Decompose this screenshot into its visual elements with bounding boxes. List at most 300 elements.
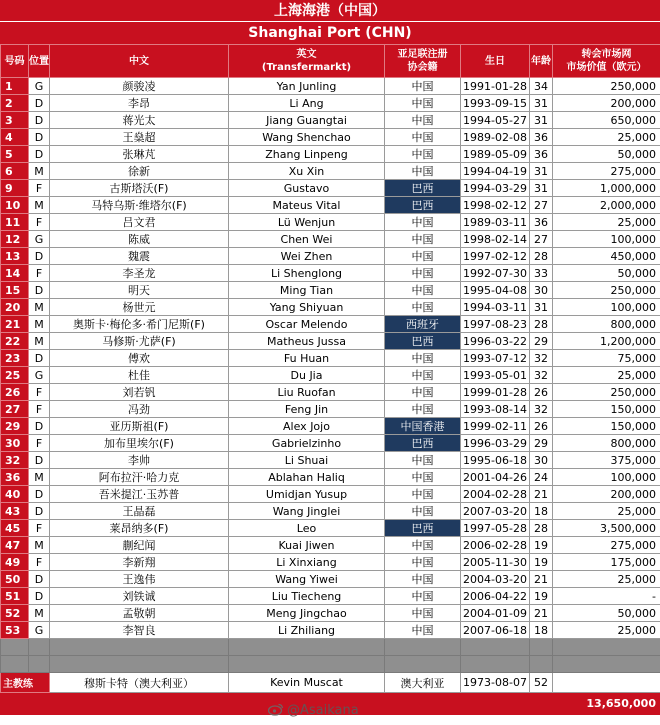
player-number: 21 [1, 316, 29, 333]
player-age: 29 [530, 333, 553, 350]
player-association: 中国 [385, 605, 461, 622]
player-row [1, 316, 660, 333]
player-market-value: 25,000 [553, 622, 660, 639]
player-number: 3 [1, 112, 29, 129]
header-age: 年龄 [530, 45, 553, 78]
player-row [1, 605, 660, 622]
player-number: 40 [1, 486, 29, 503]
player-market-value: 800,000 [553, 435, 660, 452]
player-age: 28 [530, 520, 553, 537]
player-birthday: 1992-07-30 [461, 265, 530, 282]
coach-label: 主教练 [1, 673, 50, 693]
player-chinese-name: 古斯塔沃(F) [50, 180, 229, 197]
player-association: 中国 [385, 95, 461, 112]
player-market-value: 800,000 [553, 316, 660, 333]
player-age: 26 [530, 418, 553, 435]
header-association-line2: 协会籍 [407, 62, 438, 73]
player-age: 19 [530, 537, 553, 554]
player-birthday: 1991-01-28 [461, 78, 530, 95]
player-position: M [29, 299, 50, 316]
player-age: 27 [530, 231, 553, 248]
player-association: 中国 [385, 231, 461, 248]
player-market-value: 150,000 [553, 401, 660, 418]
player-association: 西班牙 [385, 316, 461, 333]
player-birthday: 1998-02-14 [461, 231, 530, 248]
player-age: 18 [530, 503, 553, 520]
player-birthday: 1993-09-15 [461, 95, 530, 112]
player-birthday: 1999-01-28 [461, 384, 530, 401]
player-association: 中国 [385, 503, 461, 520]
player-market-value: 25,000 [553, 214, 660, 231]
player-english-name: Wang Jinglei [229, 503, 385, 520]
player-english-name: Liu Ruofan [229, 384, 385, 401]
player-row [1, 163, 660, 180]
title-english: Shanghai Port (CHN) [0, 22, 660, 44]
player-age: 26 [530, 384, 553, 401]
player-position: F [29, 384, 50, 401]
player-english-name: Wang Yiwei [229, 571, 385, 588]
player-chinese-name: 马特乌斯·维塔尔(F) [50, 197, 229, 214]
player-position: D [29, 503, 50, 520]
player-english-name: Meng Jingchao [229, 605, 385, 622]
player-association: 中国 [385, 78, 461, 95]
total-market-value: 13,650,000 [553, 693, 660, 715]
player-number: 50 [1, 571, 29, 588]
filler-row [1, 639, 660, 656]
player-chinese-name: 颜骏凌 [50, 78, 229, 95]
player-row [1, 520, 660, 537]
player-association: 巴西 [385, 180, 461, 197]
player-chinese-name: 明天 [50, 282, 229, 299]
player-number: 5 [1, 146, 29, 163]
player-association: 中国 [385, 299, 461, 316]
player-row [1, 214, 660, 231]
player-number: 4 [1, 129, 29, 146]
player-birthday: 1994-03-11 [461, 299, 530, 316]
player-position: D [29, 452, 50, 469]
player-age: 32 [530, 350, 553, 367]
header-birthday: 生日 [461, 45, 530, 78]
player-age: 30 [530, 282, 553, 299]
player-number: 20 [1, 299, 29, 316]
header-association-line1: 亚足联注册 [397, 49, 448, 60]
player-position: F [29, 520, 50, 537]
player-position: F [29, 265, 50, 282]
player-market-value: 50,000 [553, 605, 660, 622]
player-association: 中国 [385, 452, 461, 469]
player-market-value: 450,000 [553, 248, 660, 265]
player-association: 中国 [385, 146, 461, 163]
player-number: 6 [1, 163, 29, 180]
player-chinese-name: 吾米提江·玉苏普 [50, 486, 229, 503]
player-association: 中国 [385, 401, 461, 418]
player-market-value: 2,000,000 [553, 197, 660, 214]
player-row [1, 129, 660, 146]
player-position: M [29, 605, 50, 622]
player-position: D [29, 248, 50, 265]
player-row [1, 554, 660, 571]
player-number: 43 [1, 503, 29, 520]
player-age: 31 [530, 180, 553, 197]
player-row [1, 265, 660, 282]
player-row [1, 248, 660, 265]
player-birthday: 1995-04-08 [461, 282, 530, 299]
player-english-name: Gabrielzinho [229, 435, 385, 452]
player-age: 19 [530, 588, 553, 605]
player-number: 47 [1, 537, 29, 554]
header-value-line2: 市场价值（欧元） [566, 62, 647, 73]
player-birthday: 2005-11-30 [461, 554, 530, 571]
player-birthday: 1989-03-11 [461, 214, 530, 231]
player-association: 中国 [385, 214, 461, 231]
player-english-name: Matheus Jussa [229, 333, 385, 350]
player-market-value: 250,000 [553, 384, 660, 401]
player-row [1, 435, 660, 452]
player-english-name: Wang Shenchao [229, 129, 385, 146]
player-english-name: Feng Jin [229, 401, 385, 418]
coach-nationality: 澳大利亚 [385, 673, 461, 693]
player-english-name: Li Xinxiang [229, 554, 385, 571]
player-birthday: 1994-05-27 [461, 112, 530, 129]
player-number: 49 [1, 554, 29, 571]
player-age: 21 [530, 571, 553, 588]
player-position: G [29, 231, 50, 248]
player-number: 30 [1, 435, 29, 452]
player-row [1, 571, 660, 588]
player-birthday: 1993-08-14 [461, 401, 530, 418]
player-age: 36 [530, 146, 553, 163]
coach-chinese-name: 穆斯卡特（澳大利亚） [50, 673, 229, 693]
player-row [1, 418, 660, 435]
player-market-value: 375,000 [553, 452, 660, 469]
player-number: 22 [1, 333, 29, 350]
player-market-value: 100,000 [553, 299, 660, 316]
watermark [268, 700, 359, 722]
player-chinese-name: 刘铁诚 [50, 588, 229, 605]
player-association: 中国 [385, 112, 461, 129]
player-age: 30 [530, 452, 553, 469]
player-chinese-name: 张琳芃 [50, 146, 229, 163]
player-number: 9 [1, 180, 29, 197]
coach-value [553, 673, 660, 693]
player-market-value: 175,000 [553, 554, 660, 571]
player-position: F [29, 554, 50, 571]
player-position: M [29, 197, 50, 214]
player-english-name: Mateus Vital [229, 197, 385, 214]
player-number: 15 [1, 282, 29, 299]
player-chinese-name: 李新翔 [50, 554, 229, 571]
player-birthday: 1994-04-19 [461, 163, 530, 180]
player-number: 29 [1, 418, 29, 435]
player-position: D [29, 571, 50, 588]
player-birthday: 1998-02-12 [461, 197, 530, 214]
coach-age: 52 [530, 673, 553, 693]
player-row [1, 401, 660, 418]
player-english-name: Li Zhiliang [229, 622, 385, 639]
player-chinese-name: 马修斯·尤萨(F) [50, 333, 229, 350]
player-chinese-name: 李智良 [50, 622, 229, 639]
player-number: 11 [1, 214, 29, 231]
player-association: 巴西 [385, 333, 461, 350]
player-position: F [29, 401, 50, 418]
player-english-name: Gustavo [229, 180, 385, 197]
player-english-name: Lü Wenjun [229, 214, 385, 231]
player-position: D [29, 418, 50, 435]
player-chinese-name: 加布里埃尔(F) [50, 435, 229, 452]
header-market-value [553, 45, 660, 78]
player-association: 巴西 [385, 197, 461, 214]
player-english-name: Fu Huan [229, 350, 385, 367]
player-age: 21 [530, 605, 553, 622]
player-market-value: 50,000 [553, 265, 660, 282]
player-number: 12 [1, 231, 29, 248]
player-number: 25 [1, 367, 29, 384]
player-association: 中国 [385, 248, 461, 265]
player-birthday: 2004-01-09 [461, 605, 530, 622]
player-age: 36 [530, 214, 553, 231]
player-chinese-name: 孟敬朝 [50, 605, 229, 622]
player-position: M [29, 537, 50, 554]
player-market-value: 100,000 [553, 469, 660, 486]
coach-row [1, 673, 660, 693]
player-row [1, 231, 660, 248]
player-english-name: Umidjan Yusup [229, 486, 385, 503]
player-association: 中国 [385, 367, 461, 384]
player-english-name: Alex Jojo [229, 418, 385, 435]
player-birthday: 1999-02-11 [461, 418, 530, 435]
player-market-value: 200,000 [553, 486, 660, 503]
header-number: 号码 [1, 45, 29, 78]
player-market-value: 650,000 [553, 112, 660, 129]
player-position: M [29, 163, 50, 180]
player-market-value: 275,000 [553, 163, 660, 180]
player-number: 27 [1, 401, 29, 418]
player-row [1, 384, 660, 401]
player-position: M [29, 316, 50, 333]
player-age: 27 [530, 197, 553, 214]
player-age: 33 [530, 265, 553, 282]
player-birthday: 1997-05-28 [461, 520, 530, 537]
player-position: G [29, 622, 50, 639]
player-english-name: Xu Xin [229, 163, 385, 180]
player-position: D [29, 282, 50, 299]
player-age: 31 [530, 112, 553, 129]
player-birthday: 2001-04-26 [461, 469, 530, 486]
player-chinese-name: 莱昂纳多(F) [50, 520, 229, 537]
player-age: 21 [530, 486, 553, 503]
player-birthday: 2004-02-28 [461, 486, 530, 503]
player-english-name: Li Shuai [229, 452, 385, 469]
player-age: 29 [530, 435, 553, 452]
player-chinese-name: 蒋光太 [50, 112, 229, 129]
player-birthday: 1996-03-29 [461, 435, 530, 452]
player-row [1, 95, 660, 112]
player-chinese-name: 王燊超 [50, 129, 229, 146]
player-chinese-name: 李帅 [50, 452, 229, 469]
player-row [1, 588, 660, 605]
player-number: 51 [1, 588, 29, 605]
player-position: F [29, 435, 50, 452]
player-english-name: Ablahan Haliq [229, 469, 385, 486]
player-association: 中国 [385, 571, 461, 588]
player-association: 中国 [385, 265, 461, 282]
player-english-name: Li Shenglong [229, 265, 385, 282]
player-association: 中国 [385, 537, 461, 554]
player-chinese-name: 杜佳 [50, 367, 229, 384]
player-chinese-name: 王晶磊 [50, 503, 229, 520]
player-age: 31 [530, 299, 553, 316]
player-position: G [29, 367, 50, 384]
player-chinese-name: 陈威 [50, 231, 229, 248]
player-association: 中国香港 [385, 418, 461, 435]
player-number: 23 [1, 350, 29, 367]
player-birthday: 1997-02-12 [461, 248, 530, 265]
player-market-value: 3,500,000 [553, 520, 660, 537]
player-age: 34 [530, 78, 553, 95]
player-english-name: Wei Zhen [229, 248, 385, 265]
player-chinese-name: 冯劲 [50, 401, 229, 418]
player-number: 36 [1, 469, 29, 486]
player-row [1, 282, 660, 299]
player-row [1, 503, 660, 520]
header-row [1, 45, 660, 78]
player-age: 36 [530, 129, 553, 146]
player-market-value: 1,200,000 [553, 333, 660, 350]
player-birthday: 2007-03-20 [461, 503, 530, 520]
player-association: 中国 [385, 350, 461, 367]
coach-english-name: Kevin Muscat [229, 673, 385, 693]
player-position: M [29, 469, 50, 486]
player-birthday: 1995-06-18 [461, 452, 530, 469]
player-english-name: Li Ang [229, 95, 385, 112]
player-rows [1, 78, 660, 639]
player-chinese-name: 亚历斯祖(F) [50, 418, 229, 435]
player-market-value: 25,000 [553, 571, 660, 588]
player-english-name: Jiang Guangtai [229, 112, 385, 129]
player-association: 中国 [385, 163, 461, 180]
player-english-name: Du Jia [229, 367, 385, 384]
player-chinese-name: 吕文君 [50, 214, 229, 231]
player-birthday: 2004-03-20 [461, 571, 530, 588]
player-birthday: 1994-03-29 [461, 180, 530, 197]
player-number: 26 [1, 384, 29, 401]
player-association: 中国 [385, 469, 461, 486]
player-market-value: 25,000 [553, 503, 660, 520]
player-market-value: 100,000 [553, 231, 660, 248]
player-age: 31 [530, 163, 553, 180]
player-number: 45 [1, 520, 29, 537]
player-birthday: 1996-03-22 [461, 333, 530, 350]
player-birthday: 1993-05-01 [461, 367, 530, 384]
header-value-line1: 转会市场网 [581, 49, 632, 60]
player-position: D [29, 95, 50, 112]
player-market-value: 75,000 [553, 350, 660, 367]
player-association: 中国 [385, 588, 461, 605]
player-number: 52 [1, 605, 29, 622]
player-association: 中国 [385, 554, 461, 571]
player-chinese-name: 阿布拉汗·哈力克 [50, 469, 229, 486]
player-association: 巴西 [385, 520, 461, 537]
player-number: 10 [1, 197, 29, 214]
player-position: D [29, 129, 50, 146]
player-age: 28 [530, 316, 553, 333]
filler-row [1, 656, 660, 673]
player-row [1, 452, 660, 469]
player-position: F [29, 180, 50, 197]
player-position: D [29, 486, 50, 503]
player-row [1, 180, 660, 197]
header-english-name [229, 45, 385, 78]
player-market-value: 200,000 [553, 95, 660, 112]
player-birthday: 1993-07-12 [461, 350, 530, 367]
player-position: D [29, 146, 50, 163]
player-association: 中国 [385, 486, 461, 503]
player-row [1, 333, 660, 350]
player-age: 32 [530, 367, 553, 384]
player-age: 19 [530, 554, 553, 571]
player-position: D [29, 588, 50, 605]
player-row [1, 146, 660, 163]
squad-table [0, 44, 660, 715]
player-row [1, 622, 660, 639]
player-row [1, 112, 660, 129]
player-row [1, 299, 660, 316]
player-position: G [29, 78, 50, 95]
watermark-text: @Asaikana [287, 703, 359, 718]
player-chinese-name: 奥斯卡·梅伦多·希门尼斯(F) [50, 316, 229, 333]
player-association: 中国 [385, 282, 461, 299]
player-row [1, 367, 660, 384]
player-market-value: 275,000 [553, 537, 660, 554]
player-chinese-name: 徐新 [50, 163, 229, 180]
player-number: 32 [1, 452, 29, 469]
player-birthday: 1989-02-08 [461, 129, 530, 146]
player-position: F [29, 214, 50, 231]
player-birthday: 2006-02-28 [461, 537, 530, 554]
player-market-value: 150,000 [553, 418, 660, 435]
header-english-line1: 英文 [296, 49, 317, 60]
player-association: 中国 [385, 384, 461, 401]
title-chinese: 上海海港（中国） [0, 0, 660, 22]
player-chinese-name: 杨世元 [50, 299, 229, 316]
coach-birthday: 1973-08-07 [461, 673, 530, 693]
player-association: 巴西 [385, 435, 461, 452]
player-english-name: Leo [229, 520, 385, 537]
player-english-name: Yang Shiyuan [229, 299, 385, 316]
player-row [1, 197, 660, 214]
player-row [1, 78, 660, 95]
player-row [1, 537, 660, 554]
player-english-name: Chen Wei [229, 231, 385, 248]
header-chinese-name: 中文 [50, 45, 229, 78]
player-age: 24 [530, 469, 553, 486]
player-number: 14 [1, 265, 29, 282]
player-row [1, 486, 660, 503]
player-row [1, 469, 660, 486]
player-birthday: 2006-04-22 [461, 588, 530, 605]
player-number: 1 [1, 78, 29, 95]
player-market-value: 250,000 [553, 78, 660, 95]
player-english-name: Yan Junling [229, 78, 385, 95]
player-english-name: Kuai Jiwen [229, 537, 385, 554]
header-association [385, 45, 461, 78]
player-chinese-name: 刘若钒 [50, 384, 229, 401]
player-english-name: Liu Tiecheng [229, 588, 385, 605]
player-chinese-name: 蒯纪闻 [50, 537, 229, 554]
player-age: 31 [530, 95, 553, 112]
player-chinese-name: 傅欢 [50, 350, 229, 367]
player-position: D [29, 350, 50, 367]
